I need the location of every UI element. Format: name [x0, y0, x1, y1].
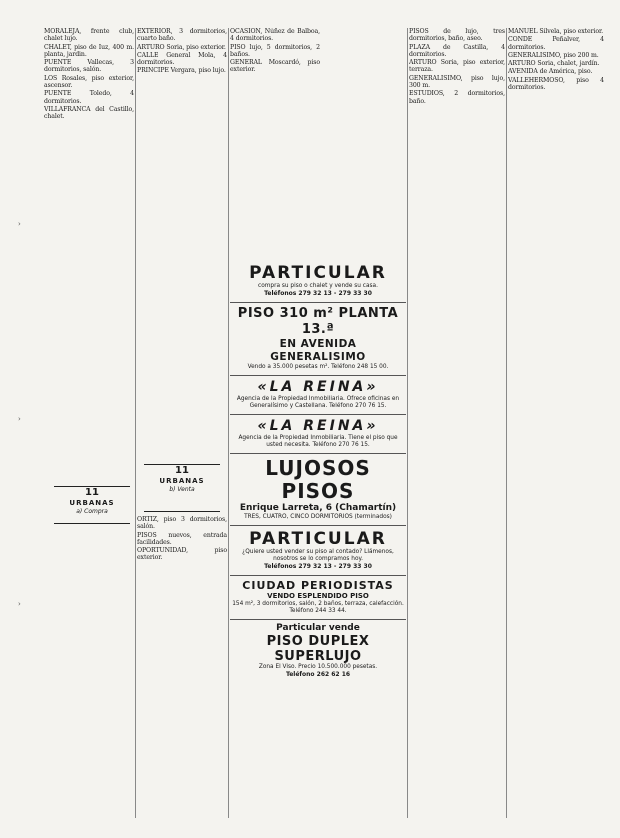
display-ad: [230, 620, 406, 683]
section-subtitle: a) Compra: [76, 508, 108, 515]
ad-subheadline: Enrique Larreta, 6 (Chamartín): [239, 503, 397, 513]
ad-body: Vendo a 35.000 pesetas m². Teléfono 248 15 00.: [247, 364, 389, 370]
display-ads: [230, 260, 406, 683]
column-rule: [228, 28, 229, 818]
ad-text: GENERALISIMO, piso lujo, 300 m.: [409, 74, 505, 90]
ad-headline: «LA REINA»: [257, 418, 379, 434]
display-ad: [230, 415, 406, 454]
display-ad: [230, 526, 406, 576]
ad-headline: PISO 310 m² PLANTA 13.ª: [237, 306, 399, 337]
ad-text: VALLEHERMOSO, piso 4 dormitorios.: [508, 76, 604, 92]
ad-text: PUENTE Vallecas, 3 dormitorios, salón.: [44, 59, 134, 74]
ad-text: ARTURO Soria, chalet, jardín.: [508, 60, 600, 68]
column-3: [230, 28, 320, 253]
ad-text: OCASION, Núñez de Balboa, 4 dormitorios.: [230, 28, 320, 43]
ad-text: ARTURO Soria, piso exterior, terraza.: [409, 59, 505, 74]
ad-subheadline: EN AVENIDA GENERALISIMO: [270, 338, 366, 363]
display-ad: [230, 454, 406, 526]
ad-headline: PISO DUPLEX SUPERLUJO: [266, 634, 370, 664]
display-ad: [230, 576, 406, 620]
column-1: [44, 28, 134, 818]
margin-mark: ›: [18, 220, 21, 228]
ad-body: TRES, CUATRO, CINCO DORMITORIOS (terminados): [244, 514, 392, 520]
display-ad: [230, 303, 406, 376]
ad-text: PISOS nuevos, entrada facilidades.: [137, 531, 227, 546]
classifieds-page: [44, 28, 604, 818]
column-2-lower: [137, 516, 227, 818]
ad-text: VILLAFRANCA del Castillo, chalet.: [44, 105, 134, 121]
ad-headline: «LA REINA»: [257, 379, 379, 395]
ad-text: MORALEJA, frente club, chalet lujo.: [44, 28, 134, 43]
ad-text: ARTURO Soria, piso exterior.: [137, 43, 226, 51]
ad-text: PISOS de lujo, tres dormitorios, baño, aseo.: [409, 28, 505, 43]
ad-body: ¿Quiere usted vender su piso al contado? Llámenos, nosotros se lo compramos hoy.: [242, 549, 394, 562]
margin-mark: ›: [18, 415, 21, 423]
ad-body: compra su piso o chalet y vende su casa.: [258, 283, 378, 289]
margin-mark: ›: [18, 600, 21, 608]
section-header-compra: [54, 486, 130, 524]
column-6: [409, 28, 505, 818]
display-ad: [230, 260, 406, 303]
ad-headline: CIUDAD PERIODISTAS: [242, 579, 394, 592]
section-header-venta: [144, 464, 220, 512]
ad-text: ORTIZ, piso 3 dormitorios, salón.: [137, 516, 227, 531]
ad-text: GENERAL Moscardó, piso exterior.: [230, 59, 320, 74]
column-7: [508, 28, 604, 818]
ad-text: PUENTE Toledo, 4 dormitorios.: [44, 90, 134, 105]
ad-text: CONDE Peñalver, 4 dormitorios.: [508, 36, 604, 51]
section-number: 11: [85, 487, 99, 498]
column-rule: [506, 28, 507, 818]
ad-body: Zona El Viso. Precio 10.500.000 pesetas.: [258, 664, 378, 670]
section-title: URBANAS: [69, 499, 115, 507]
section-number: 11: [175, 465, 189, 476]
ad-phone: Teléfonos 279 32 13 - 279 33 30: [264, 290, 372, 297]
ad-text: MANUEL Silvela, piso exterior.: [508, 28, 603, 35]
section-subtitle: b) Venta: [169, 486, 195, 493]
ad-text: OPORTUNIDAD, piso exterior.: [137, 547, 227, 562]
ad-headline: PARTICULAR: [249, 529, 387, 549]
ad-text: ESTUDIOS, 2 dormitorios, baño.: [409, 90, 505, 105]
ad-lead: Particular vende: [276, 623, 360, 633]
ad-text: CALLE General Mola, 4 dormitorios.: [137, 51, 227, 67]
ad-phone: Teléfonos 279 32 13 - 279 33 30: [264, 563, 372, 570]
ad-text: GENERALISIMO, piso 200 m.: [508, 51, 599, 59]
ad-text: CHALET, piso de Iuz, 400 m. planta, jardin.: [44, 43, 134, 58]
ad-headline: LUJOSOS PISOS: [265, 456, 371, 503]
ad-text: AVENIDA de América, piso.: [508, 68, 593, 76]
column-rule: [135, 28, 136, 818]
display-ad: [230, 376, 406, 415]
ad-text: PLAZA de Castilla, 4 dormitorios.: [409, 43, 505, 58]
section-title: URBANAS: [159, 477, 205, 485]
ad-text: PISO lujo, 5 dormitorios, 2 baños.: [230, 43, 320, 58]
ad-headline: PARTICULAR: [249, 263, 387, 283]
column-2: [137, 28, 227, 448]
ad-body: Agencia de la Propiedad Inmobiliaria. Tiene el piso que usted necesita. Teléfono 270 76 15.: [238, 435, 398, 448]
ad-body: 154 m², 3 dormitorios, salón, 2 baños, terraza, calefacción. Teléfono 244 33 44.: [232, 601, 404, 614]
column-rule: [407, 28, 408, 818]
ad-text: EXTERIOR, 3 dormitorios, cuarto baño.: [137, 28, 227, 43]
ad-phone: Teléfono 262 62 16: [285, 671, 351, 678]
ad-body: Agencia de la Propiedad Inmobiliaria. Ofrece oficinas en Generalísimo y Castellana. Teléfono 270 76 15.: [236, 396, 400, 409]
ad-subheadline: VENDO ESPLENDIDO PISO: [267, 592, 369, 600]
ad-text: PRINCIPE Vergara, piso lujo.: [137, 67, 226, 75]
ad-text: LOS Rosales, piso exterior, ascensor.: [44, 74, 134, 90]
